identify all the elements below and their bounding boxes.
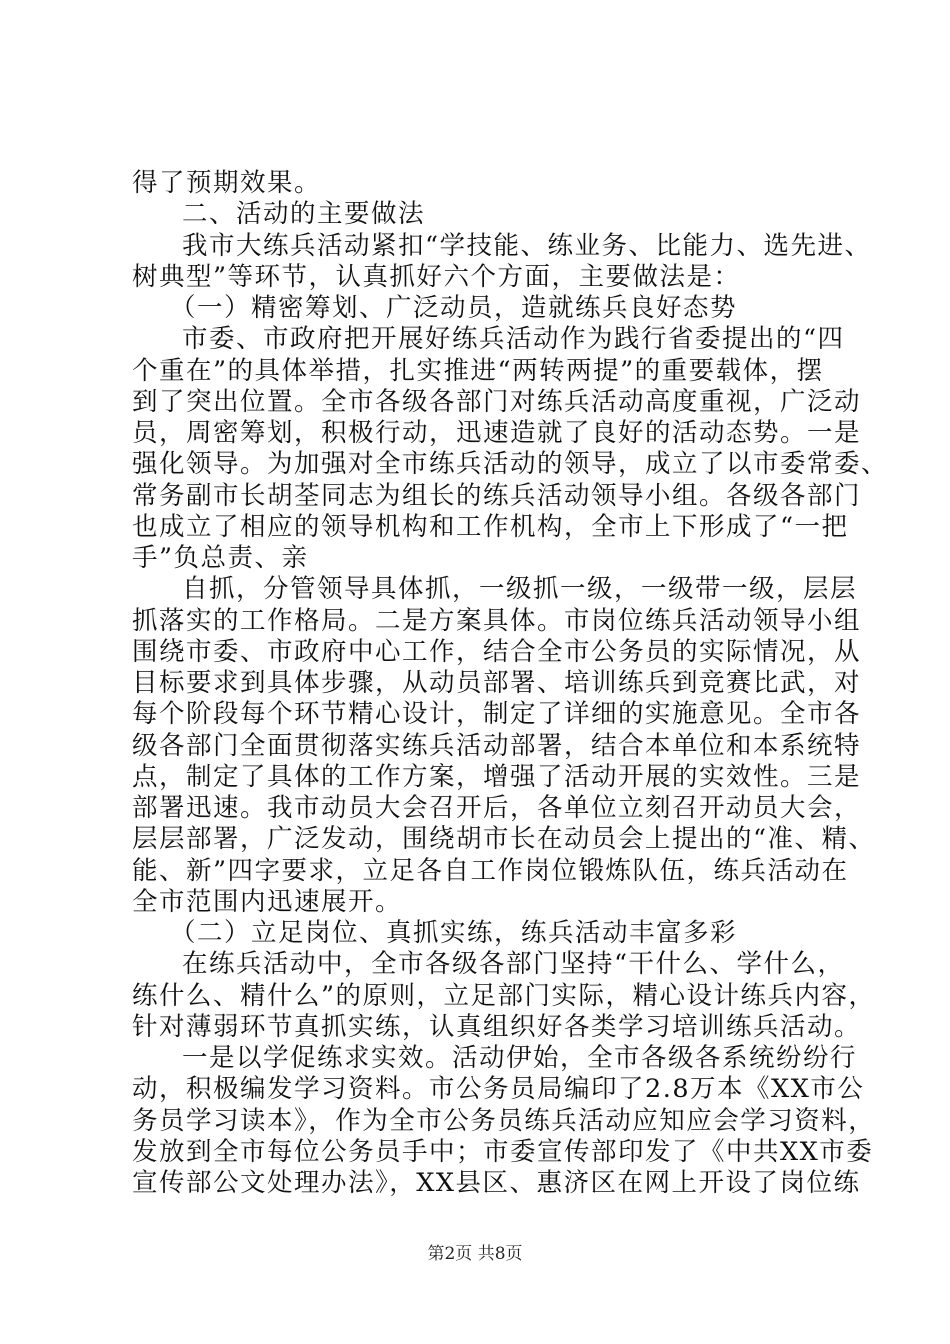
text-line: 树典型”等环节，认真抓好六个方面，主要做法是： [132, 261, 741, 292]
text-line: 目标要求到具体步骤，从动员部署、培训练兵到竞赛比武，对 [132, 668, 862, 698]
text-line: 在练兵活动中，全市各级各部门坚持“干什么、学什么， [182, 949, 845, 980]
text-line: 常务副市长胡荃同志为组长的练兵活动领导小组。各级各部门 [132, 480, 862, 511]
text-line: 能、新”四字要求，立足各自工作岗位锻炼队伍，练兵活动在 [132, 855, 849, 886]
text-line: 围绕市委、市政府中心工作，结合全市公务员的实际情况，从 [132, 636, 862, 667]
text-line: 到了突出位置。全市各级各部门对练兵活动高度重视，广泛动 [132, 386, 862, 417]
text-line: 动，积极编发学习资料。市公务员局编印了2.8万本《XX市公 [132, 1074, 865, 1105]
text-line: 手”负总责、亲 [132, 543, 309, 573]
text-line: 我市大练兵活动紧扣“学技能、练业务、比能力、选先进、 [182, 230, 872, 261]
text-line: 练什么、精什么”的原则，立足部门实际，精心设计练兵内容， [132, 980, 876, 1011]
text-line: 员，周密筹划，积极行动，迅速造就了良好的活动态势。一是 [132, 418, 862, 448]
text-line: 个重在”的具体举措，扎实推进“两转两提”的重要载体，摆 [132, 355, 824, 386]
text-line: 级各部门全面贯彻落实练兵活动部署，结合本单位和本系统特 [132, 730, 862, 761]
page-number-footer: 第2页 共8页 [427, 1244, 523, 1264]
subsection-heading: （二）立足岗位、真抓实练，练兵活动丰富多彩 [170, 918, 738, 948]
text-line: 层层部署，广泛发动，围绕胡市长在动员会上提出的“准、精、 [132, 824, 876, 855]
text-line: 部署迅速。我市动员大会召开后，各单位立刻召开动员大会， [132, 793, 862, 823]
text-line: 强化领导。为加强对全市练兵活动的领导，成立了以市委常委、 [132, 449, 889, 480]
text-line: 市委、市政府把开展好练兵活动作为践行省委提出的“四 [182, 324, 845, 355]
text-line: 一是以学促练求实效。活动伊始，全市各级各系统纷纷行 [182, 1043, 858, 1073]
text-line: 抓落实的工作格局。二是方案具体。市岗位练兵活动领导小组 [132, 605, 862, 636]
text-line: 宣传部公文处理办法》，XX县区、惠济区在网上开设了岗位练 [132, 1168, 861, 1198]
text-line: 全市范围内迅速展开。 [132, 886, 403, 917]
text-line: 务员学习读本》，作为全市公务员练兵活动应知应会学习资料， [132, 1105, 876, 1136]
text-line: 点，制定了具体的工作方案，增强了活动开展的实效性。三是 [132, 761, 862, 792]
text-line: 针对薄弱环节真抓实练，认真组织好各类学习培训练兵活动。 [132, 1011, 862, 1042]
text-line: 发放到全市每位公务员手中；市委宣传部印发了《中共XX市委 [132, 1136, 874, 1167]
text-line: 自抓，分管领导具体抓，一级抓一级，一级带一级，层层 [182, 574, 858, 605]
text-line: 也成立了相应的领导机构和工作机构，全市上下形成了“一把 [132, 511, 849, 542]
text-line: 每个阶段每个环节精心设计，制定了详细的实施意见。全市各 [132, 699, 862, 730]
subsection-heading: （一）精密筹划、广泛动员，造就练兵良好态势 [170, 293, 738, 323]
section-heading: 二、活动的主要做法 [182, 199, 426, 230]
text-line: 得了预期效果。 [132, 168, 322, 198]
